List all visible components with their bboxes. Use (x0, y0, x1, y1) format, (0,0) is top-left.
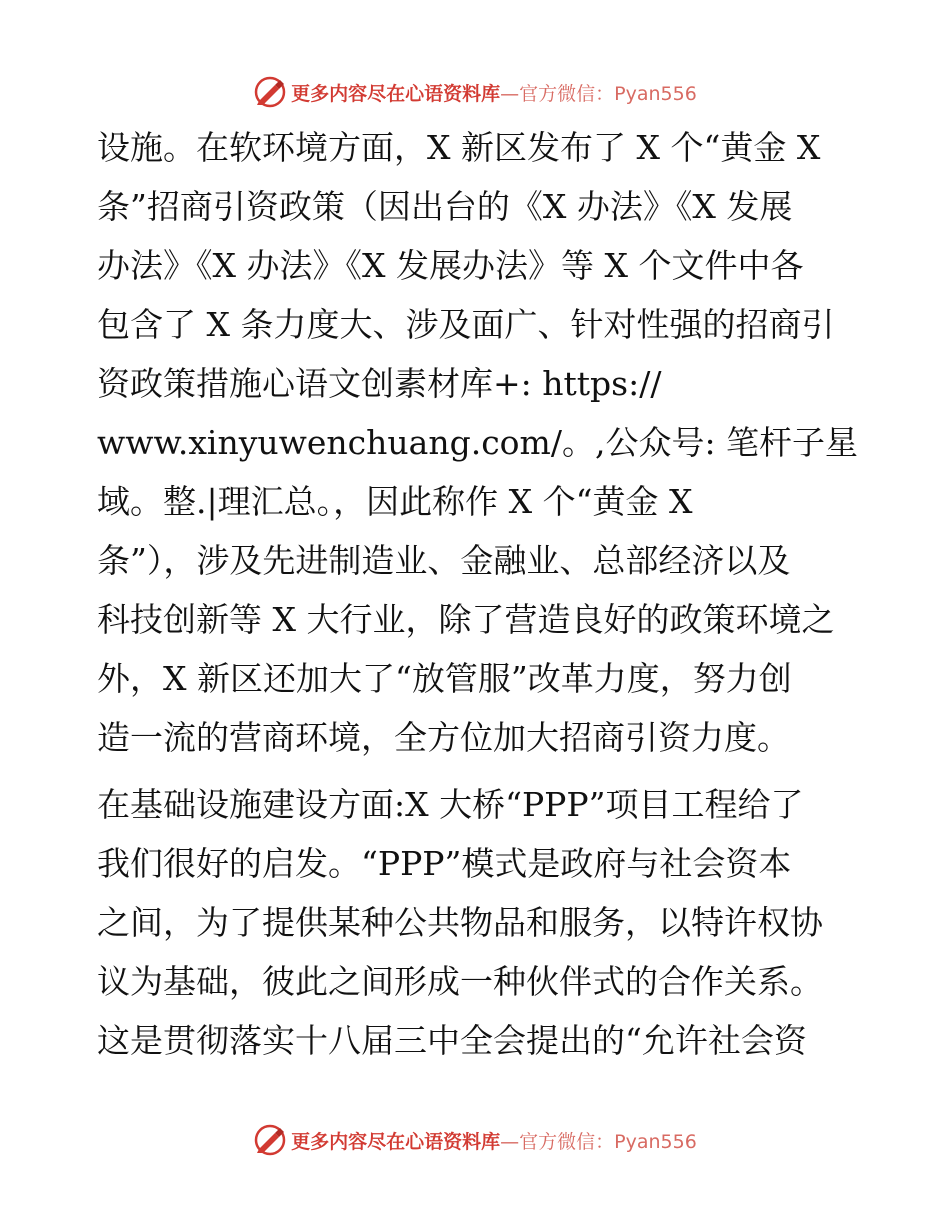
text-line: 造一流的营商环境，全方位加大招商引资力度。 (97, 718, 790, 757)
text-line: 条”），涉及先进制造业、金融业、总部经济以及 (97, 541, 791, 580)
text-line: 设施。在软环境方面，X 新区发布了 X 个“黄金 X (97, 128, 821, 167)
text-line: 资政策措施心语文创素材库+: https:// (97, 364, 662, 403)
text-line: 议为基础，彼此之间形成一种伙伴式的合作关系。 (97, 962, 823, 1001)
text-line: 这是贯彻落实十八届三中全会提出的“允许社会资 (97, 1021, 807, 1060)
banner-wechat: —官方微信：Pyan556 (500, 82, 697, 105)
banner-wechat: —官方微信：Pyan556 (500, 1130, 697, 1153)
text-line: 包含了 X 条力度大、涉及面广、针对性强的招商引 (97, 305, 835, 344)
text-line: 条”招商引资政策（因出台的《X 办法》《X 发展 (97, 187, 793, 226)
footer-banner (0, 1120, 950, 1160)
text-line: 之间，为了提供某种公共物品和服务，以特许权协 (97, 903, 823, 942)
text-line: www.xinyuwenchuang.com/。,公众号: 笔杆子星 (97, 423, 859, 462)
banner-title: 更多内容尽在心语资料库 (291, 1130, 501, 1153)
text-line: 科技创新等 X 大行业，除了营造良好的政策环境之 (97, 600, 835, 639)
text-line: 办法》《X 办法》《X 发展办法》等 X 个文件中各 (97, 246, 804, 285)
banner-title: 更多内容尽在心语资料库 (291, 82, 501, 105)
text-line: 在基础设施建设方面:X 大桥“PPP”项目工程给了 (97, 785, 804, 824)
header-banner (0, 72, 950, 112)
pen-logo-icon (253, 75, 287, 109)
text-line: 外，X 新区还加大了“放管服”改革力度，努力创 (97, 659, 792, 698)
text-line: 我们很好的启发。“PPP”模式是政府与社会资本 (97, 844, 792, 883)
text-line: 域。整.|理汇总。，因此称作 X 个“黄金 X (97, 482, 693, 521)
pen-logo-icon (253, 1123, 287, 1157)
